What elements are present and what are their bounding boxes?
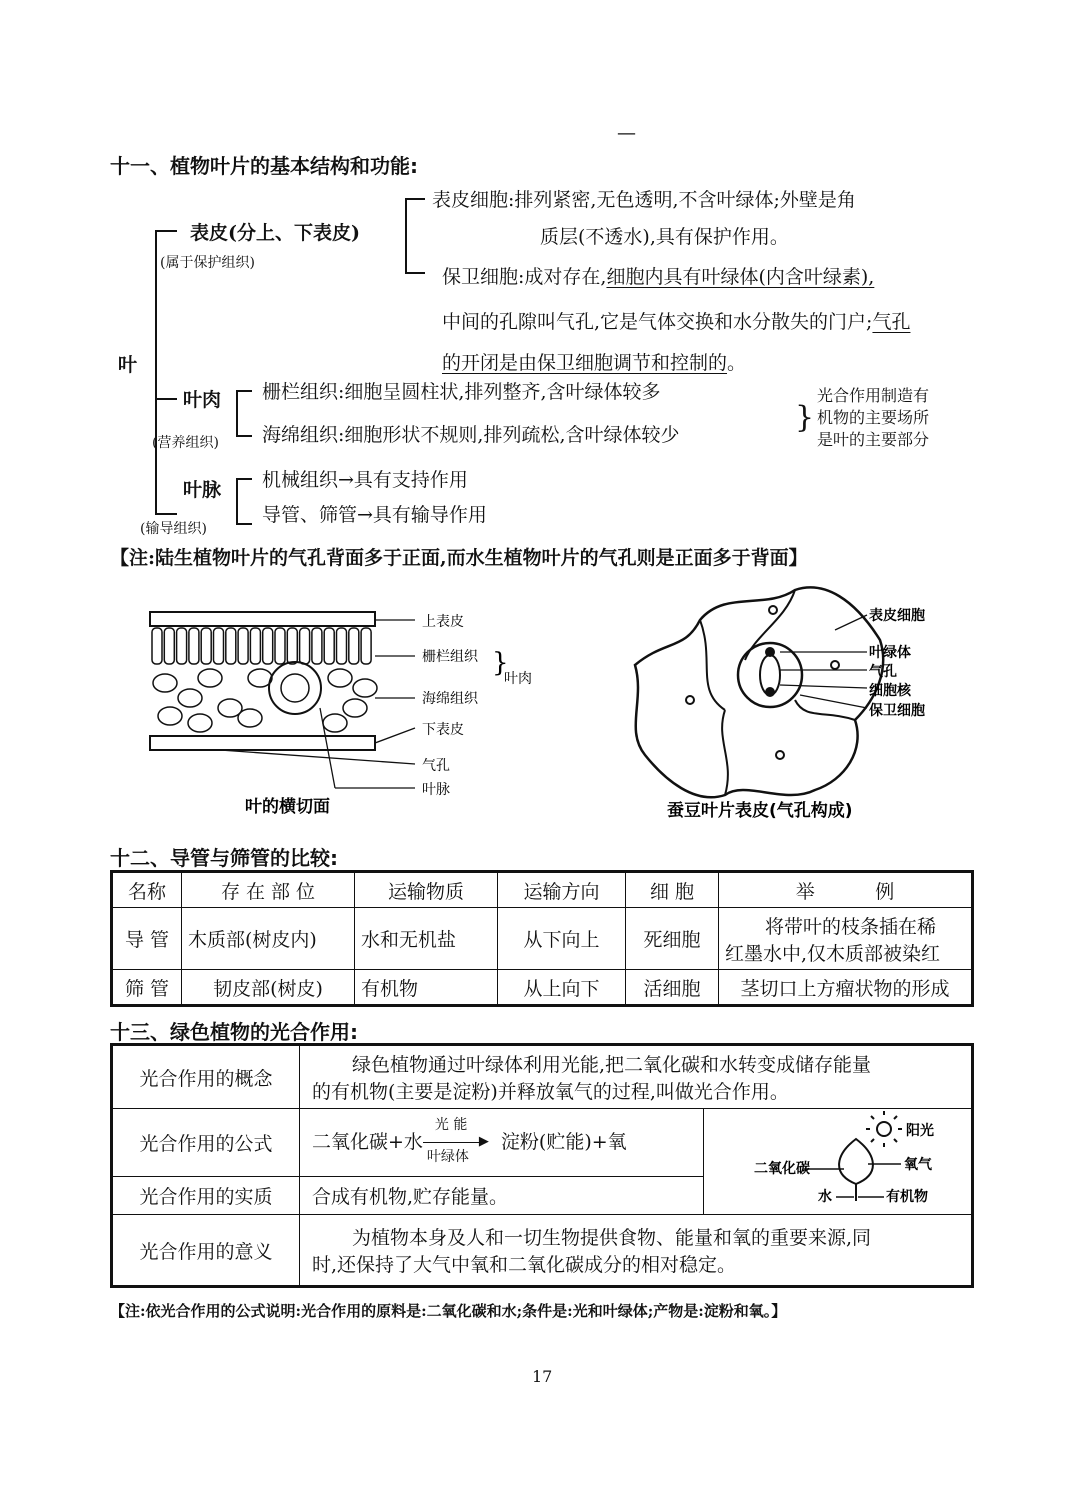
header-name: 名称: [112, 872, 182, 908]
palisade-cell: [238, 628, 248, 664]
leaf-cross-section-diagram: [140, 598, 550, 823]
spongy-cell: [323, 714, 347, 732]
header-location: 存 在 部 位: [182, 872, 355, 908]
palisade-cell: [349, 628, 359, 664]
guard-cell-text: 保卫细胞:成对存在,: [442, 266, 607, 288]
row-example: [719, 908, 973, 970]
label-stoma: 气孔: [422, 758, 450, 774]
meaning-text: [300, 1215, 973, 1287]
mesophyll-bracket: [236, 390, 238, 437]
meaning-line1: 为植物本身及人和一切生物提供食物、能量和氧的重要来源,同: [352, 1227, 872, 1249]
concept-row: [112, 1045, 973, 1109]
vein-bracket-tick: [236, 523, 252, 525]
label-vein: 叶脉: [422, 782, 450, 798]
spongy-cell: [153, 674, 177, 692]
section-12-title: 十二、导管与筛管的比较:: [110, 846, 338, 870]
palisade-tissue: 栅栏组织:细胞呈圆柱状,排列整齐,含叶绿体较多: [262, 381, 661, 403]
arrow-head: ▶: [478, 1133, 489, 1149]
concept-line2: 的有机物(主要是淀粉)并释放氧气的过程,叫做光合作用。: [312, 1081, 789, 1103]
row-cell: 死细胞: [626, 908, 719, 970]
palisade-cell: [226, 628, 236, 664]
header-example: 举 例: [719, 872, 973, 908]
stoma-underlined: 气孔: [872, 311, 911, 333]
example-line1: 将带叶的枝条插在稀: [765, 915, 937, 938]
label-oxygen: 氧气: [903, 1157, 932, 1173]
epidermis-note: (属于保护组织): [160, 255, 255, 271]
lower-epidermis-shape: [150, 736, 375, 750]
leaf-bracket-tick: [155, 513, 177, 515]
palisade-cell: [177, 628, 187, 664]
vein-shape: [269, 662, 321, 714]
side-note-1: 光合作用制造有: [817, 386, 930, 405]
leaf-label: 叶: [118, 354, 138, 376]
row-cell: 活细胞: [626, 970, 719, 1006]
leaf-bracket: [155, 230, 157, 515]
side-brace: }: [795, 400, 815, 435]
leaf-bracket-tick: [155, 230, 177, 232]
epidermis-label: 表皮(分上、下表皮): [190, 222, 360, 244]
formula-row: [112, 1109, 973, 1177]
label-lower-epidermis: 下表皮: [422, 722, 464, 738]
palisade-cell: [164, 628, 174, 664]
epidermis-bracket-tick: [405, 198, 425, 200]
label-mesophyll-group: 叶肉: [504, 671, 532, 687]
epidermal-cell-line1: 表皮细胞:排列紧密,无色透明,不含叶绿体;外壁是角: [432, 189, 856, 211]
example-line2: 红墨水中,仅木质部被染红: [725, 942, 941, 965]
formula-cell: [300, 1109, 704, 1177]
period: 。: [727, 352, 747, 374]
section-13-title: 十三、绿色植物的光合作用:: [110, 1020, 358, 1044]
concept-text: [300, 1045, 973, 1109]
label-epidermal-cell: 表皮细胞: [869, 608, 925, 624]
label-palisade: 栅栏组织: [422, 649, 478, 665]
conducting-tissue: 导管、筛管→具有输导作用: [262, 504, 487, 526]
essence-label: 光合作用的实质: [112, 1176, 300, 1214]
label-organic: 有机物: [885, 1189, 928, 1205]
stoma-control-underlined: 的开闭是由保卫细胞调节和控制的: [442, 352, 728, 374]
label-sunlight: 阳光: [905, 1123, 934, 1139]
mechanical-tissue: 机械组织→具有支持作用: [262, 469, 468, 491]
brace-mesophyll: }: [492, 648, 509, 678]
section-13-note: 【注:依光合作用的公式说明:光合作用的原料是:二氧化碳和水;条件是:光和叶绿体;产物是:淀粉和氧。】: [110, 1302, 787, 1320]
label-upper-epidermis: 上表皮: [422, 614, 464, 630]
formula-arrow: [423, 1116, 493, 1165]
vein-bracket: [236, 478, 238, 525]
label-co2: 二氧化碳: [753, 1161, 810, 1177]
header-substance: 运输物质: [355, 872, 498, 908]
meaning-label: 光合作用的意义: [112, 1215, 300, 1287]
label-water: 水: [817, 1189, 832, 1205]
stoma-text: 中间的孔隙叫气孔,它是气体交换和水分散失的门户;: [442, 311, 873, 333]
palisade-cell: [361, 628, 371, 664]
meaning-row: [112, 1215, 973, 1287]
formula-right: 淀粉(贮能)+氧: [500, 1130, 627, 1153]
spongy-cell: [328, 669, 352, 687]
photosynthesis-diagram-cell: [704, 1109, 973, 1215]
page-number: 17: [532, 1367, 553, 1386]
row-substance: 水和无机盐: [355, 908, 498, 970]
section-11-note: 【注:陆生植物叶片的气孔背面多于正面,而水生植物叶片的气孔则是正面多于背面】: [110, 547, 808, 569]
row-example: 茎切口上方瘤状物的形成: [719, 970, 973, 1006]
palisade-cell: [312, 628, 322, 664]
spongy-cell: [343, 699, 367, 717]
sun-icon: [877, 1122, 891, 1136]
row-name: 筛 管: [112, 970, 182, 1006]
table-row: [112, 970, 973, 1006]
spongy-cell: [178, 689, 202, 707]
cross-section-caption: 叶的横切面: [245, 797, 330, 817]
spongy-tissue: 海绵组织:细胞形状不规则,排列疏松,含叶绿体较少: [262, 424, 680, 446]
vein-inner-shape: [281, 674, 309, 702]
section-11-title: 十一、植物叶片的基本结构和功能:: [110, 154, 418, 178]
row-direction: 从上向下: [498, 970, 626, 1006]
vein-label: 叶脉: [183, 479, 222, 501]
leaf-icon: [839, 1139, 873, 1184]
spongy-cell: [238, 709, 262, 727]
formula-condition-light: 光 能: [434, 1116, 468, 1133]
concept-line1: 绿色植物通过叶绿体利用光能,把二氧化碳和水转变成储存能量: [352, 1054, 872, 1076]
header-direction: 运输方向: [498, 872, 626, 908]
palisade-cell: [324, 628, 334, 664]
spongy-cell: [198, 669, 222, 687]
label-guard-cell: 保卫细胞: [869, 703, 925, 719]
palisade-cell: [337, 628, 347, 664]
label-chloroplast: 叶绿体: [869, 645, 911, 661]
vessel-sieve-table: [110, 870, 974, 1007]
mesophyll-bracket-tick: [236, 435, 252, 437]
arrow-line: [423, 1142, 485, 1144]
palisade-cell: [201, 628, 211, 664]
table-row: [112, 908, 973, 970]
concept-label: 光合作用的概念: [112, 1045, 300, 1109]
epidermis-bracket: [405, 198, 407, 274]
palisade-cell: [214, 628, 224, 664]
guard-cell-line3: [442, 348, 746, 375]
vein-bracket-tick: [236, 478, 252, 480]
palisade-cell: [250, 628, 260, 664]
guard-cell-line2: [442, 307, 910, 334]
leaf-bracket-tick: [155, 398, 177, 400]
palisade-cell: [263, 628, 273, 664]
photosynthesis-table: [110, 1043, 974, 1288]
row-location: 韧皮部(树皮): [182, 970, 355, 1006]
row-name: 导 管: [112, 908, 182, 970]
table-header-row: [112, 872, 973, 908]
epidermis-diagram: [605, 580, 965, 825]
sun-rays: [866, 1111, 902, 1147]
guard-cell-underlined: 细胞内具有叶绿体(内含叶绿素),: [606, 266, 875, 288]
mesophyll-note: (营养组织): [152, 435, 219, 451]
row-substance: 有机物: [355, 970, 498, 1006]
header-cell: 细 胞: [626, 872, 719, 908]
formula-condition-chloroplast: 叶绿体: [426, 1148, 469, 1165]
photosynthesis-diagram: [706, 1109, 970, 1209]
row-direction: 从下向上: [498, 908, 626, 970]
palisade-cell: [152, 628, 162, 664]
label-stoma-2: 气孔: [869, 664, 897, 680]
spongy-cell: [158, 707, 182, 725]
side-note-3: 是叶的主要部分: [817, 430, 930, 449]
palisade-cell: [300, 628, 310, 664]
mesophyll-label: 叶肉: [183, 389, 222, 411]
meaning-line2: 时,还保持了大气中氧和二氧化碳成分的相对稳定。: [312, 1254, 737, 1276]
epidermis-bracket-tick: [405, 272, 425, 274]
vein-note: (输导组织): [140, 521, 207, 537]
top-mark: —: [617, 122, 636, 144]
row-location: 木质部(树皮内): [182, 908, 355, 970]
label-nucleus: 细胞核: [869, 683, 911, 699]
spongy-cell: [188, 714, 212, 732]
guard-cell-line1: [442, 262, 874, 289]
mesophyll-bracket-tick: [236, 390, 252, 392]
label-spongy: 海绵组织: [422, 691, 478, 707]
palisade-cell: [275, 628, 285, 664]
essence-text: 合成有机物,贮存能量。: [300, 1176, 704, 1214]
formula-label: 光合作用的公式: [112, 1109, 300, 1177]
palisade-cell: [189, 628, 199, 664]
epidermis-caption: 蚕豆叶片表皮(气孔构成): [667, 801, 853, 821]
epidermal-cell-line2: 质层(不透水),具有保护作用。: [540, 226, 789, 248]
palisade-cell: [287, 628, 297, 664]
upper-epidermis-shape: [150, 612, 375, 626]
side-note-2: 机物的主要场所: [817, 408, 930, 427]
epidermal-cell-outline: [635, 587, 883, 797]
spongy-cell: [353, 679, 377, 697]
formula-left: 二氧化碳+水: [312, 1130, 423, 1153]
